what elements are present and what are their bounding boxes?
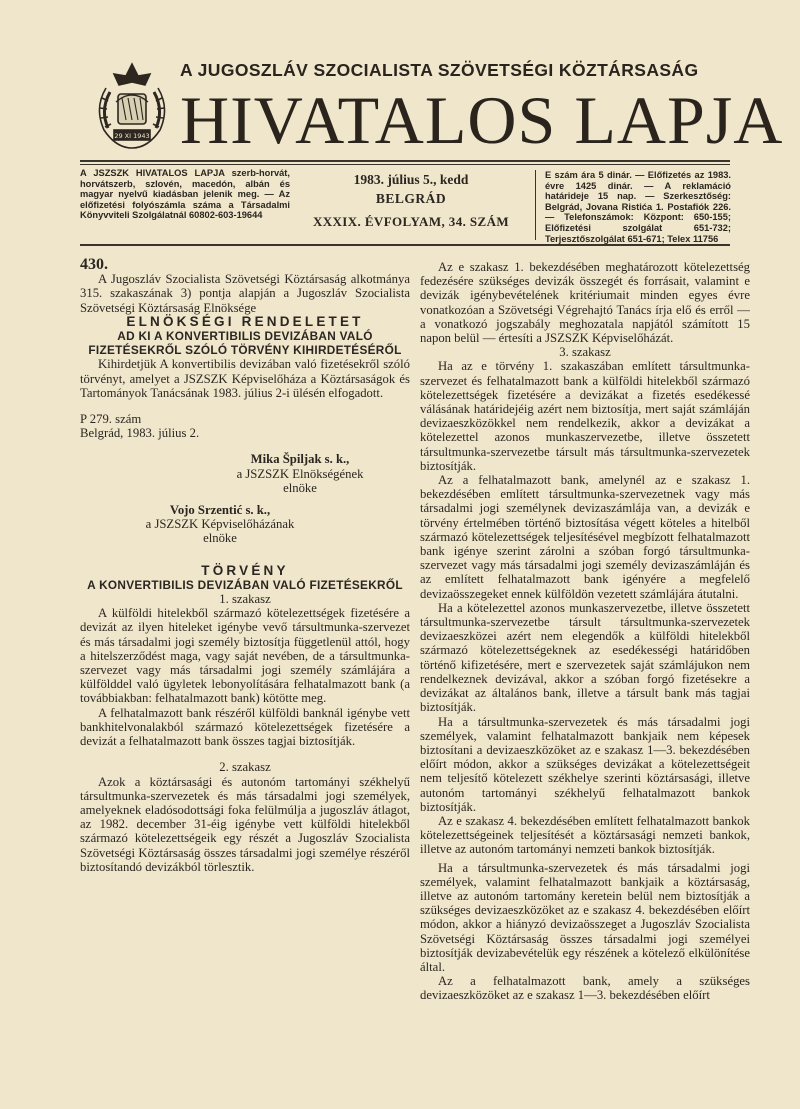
signature-block-1	[190, 452, 410, 495]
section-3-title: 3. szakasz	[559, 345, 611, 360]
intro-paragraph: A Jugoszláv Szocialista Szövetségi Köztársaság alkotmánya 315. szakaszának 3) pontja alapján a Jugoszláv Szocialista Szövetségi Köztársaság Elnöksége	[80, 272, 410, 315]
section-1-paragraph-2: A felhatalmazott bank részéről külföldi banknál igénybe vett bankhitelvonalakból származó kötelezettségek fizetésére a devizát a felhatalmazott bank összes tagjai biztosítják.	[80, 705, 410, 749]
reference-number: P 279. szám	[80, 412, 142, 427]
signatory-1-name: Mika Špiljak s. k.,	[250, 452, 350, 467]
section-2-paragraph-1: Azok a köztársasági és autonóm tartományi székhelyű társultmunka-szervezetek és más társadalmi jogi személyek, amelyeknek eladósodottsági foka felülmúlja a jugoszláv átlagot, az 1982. december 31-éig igénybe vett külföldi hitelekből származó kötelezettségeik egy részét a Jugoszláv Szocialista Szövetségi Köztársaság összes társadalmi jogi személye részéről biztosítandó devizákból törlesztik.	[80, 774, 410, 874]
proclamation-paragraph: Kihirdetjük A konvertibilis devizában való fizetésekről szóló törvényt, amelyet a JSZSZK Képviselőháza a Köztársaságok és Tartományok Tanácsának 1983. július 2-i ülésén elfogadott.	[80, 357, 410, 400]
signature-block-2	[120, 503, 320, 546]
section-3-paragraph-2: Az a felhatalmazott bank, amelynél az e szakasz 1. bekezdésében említett társultmunka-szervezetnek vagy más társadalmi jogi személynek devizaszámlája van, a devizák e törvény értelmében történő biztosítása végett köteles a hitelből származó kötelezettségek teljesítésével megbízott felhatalmazott bank igénye szerint zárolni a szóban forgó társultmunka-szervezet vagy más társadalmi jogi személy devizaszámláján és az említett felhatalmazott bank igényére a megfelelő devizaösszegeket ennek külföldön vezetett számlájára átutalni.	[420, 473, 750, 601]
emblem-date: 29 XI 1943	[114, 132, 150, 140]
signatory-2-name: Vojo Srzentić s. k.,	[169, 503, 271, 518]
section-2-title: 2. szakasz	[219, 760, 271, 775]
section-1-title: 1. szakasz	[219, 592, 271, 607]
section-3-paragraph-6: Ha a társultmunka-szervezetek és más társadalmi jogi személyek, valamint felhatalmazott bankjaik a köztársaság, illetve az autonóm tartomány keretein belül nem biztosítják a szükséges devizaeszközöket az e szakasz 4. bekezdésében előírt módon, akkor a hiányzó devizaösszeget a Jugoszláv Szocialista Szövetségi Köztársaság összes társadalmi jogi személyei biztosítják devizabevételük egy részének a kötelező elkülönítése által.	[420, 860, 750, 974]
signatory-2-title: elnöke	[203, 531, 237, 546]
reference-place-date: Belgrád, 1983. július 2.	[80, 426, 200, 441]
section-3-paragraph-1: Ha az e törvény 1. szakaszában említett társultmunka-szervezet és felhatalmazott bank a külföldi hitelekből származó kötelezettségek fizetésére a devizákat a fizetés esedékessé válásának határidejéig azért nem biztosítja, mert saját számláján devizaeszközökkel nem rendelkezik, akkor a devizákat a kötelezettel azonos munkaszervezetbe, illetve összetett társultmunka-szervezetbe társult más társultmunka-szervezetek biztosítják.	[420, 359, 750, 473]
header-bottom-rule	[80, 244, 730, 246]
section-3-paragraph-3: Ha a kötelezettel azonos munkaszervezetbe, illetve összetett társultmunka-szervezetbe társult társultmunka-szervezetek devizaeszközei azért nem elegendők a külföldi hitelekből származó kötelezettségeknek az esedékességi határidőben történő kifizetésére, mert e szervezetek saját számlájukon nem rendelkeznek devizával, akkor a szóban forgó fizetésekre a devizákat az általános bank, illetve a társult bank más tagjai biztosítják.	[420, 600, 750, 715]
masthead-rule	[80, 160, 730, 162]
signatory-1-title: elnöke	[283, 480, 317, 495]
decree-subject: AD KI A KONVERTIBILIS DEVIZÁBAN VALÓ FIZETÉSEKRŐL SZÓLÓ TÖRVÉNY KIHIRDETÉSÉRŐL	[88, 329, 402, 358]
section-3-paragraph-5: Az e szakasz 4. bekezdésében említett felhatalmazott bankok kötelezettségeinek teljesítését a köztársasági nemzeti bankok, illetve az autonóm tartományi nemzeti bankok biztosítják.	[420, 813, 750, 857]
issue-volume: XXXIX. ÉVFOLYAM, 34. SZÁM	[312, 214, 510, 229]
section-2-paragraph-2: Az e szakasz 1. bekezdésében meghatározott kötelezettség fedezésére szükséges devizák összegét és forrásait, valamint e devizák igénybevételének kritériumait minden egyes évre vonatkozóan a Szövetségi Végrehajtó Tanács írja elő és erről — a vonatkozó jogszabály meghozatala napjától számított 15 napon belül — értesíti a JSZSZK Képviselőházát.	[420, 260, 750, 346]
decree-heading: ELNÖKSÉGI RENDELETET	[126, 313, 364, 329]
issue-date: 1983. július 5., kedd	[353, 172, 469, 187]
law-heading: TÖRVÉNY	[201, 562, 289, 578]
issue-city: BELGRÁD	[375, 191, 447, 206]
info-divider	[535, 170, 536, 240]
state-emblem-icon	[86, 58, 178, 154]
right-column	[420, 260, 750, 1003]
signatory-1-role: a JSZSZK Elnökségének	[236, 466, 364, 481]
section-3-paragraph-4: Ha a társultmunka-szervezetek és más társadalmi jogi személyek, valamint felhatalmazott bankjaik nem képesek biztosítani a devizaeszközöket az e szakasz 1—3. bekezdésében előírt módon, akkor a szükséges devizákat a kötelezettségeit nem teljesítő kötelezett székhelye szerinti köztársasági, illetve autonóm tartományi székhelyű felhatalmazott bankok biztosítják.	[420, 714, 750, 814]
law-subject: A KONVERTIBILIS DEVIZÁBAN VALÓ FIZETÉSEKRŐL	[87, 577, 403, 592]
publication-info: A JSZSZK HIVATALOS LAPJA szerb-horvát, horvátszerb, szlovén, macedón, albán és magyar nyelvű kiadásban jelenik meg. — Az előfizetési folyószámla száma a Társadalmi Könyvviteli Szolgálatnál 60802-603-19644	[80, 168, 290, 221]
signatory-2-role: a JSZSZK Képviselőházának	[145, 517, 295, 532]
act-number: 430.	[80, 256, 108, 273]
section-1-paragraph-1: A külföldi hitelekből származó kötelezettségek fizetésére a devizát az ilyen hiteleket igénybe vevő társultmunka-szervezet és más társadalmi jogi személy biztosítja függetlenül attól, hogy a hitelszerződést maga, vagy saját nevében, de a társultmunka-szervezet vagy más társadalmi jogi személy számlájára a külfölddel való ügyletek lebonyolítására felhatalmazott bank (a továbbiakban: felhatalmazott bank) kötötte meg.	[80, 606, 410, 706]
price-info: E szám ára 5 dinár. — Előfizetés az 1983. évre 1425 dinár. — A reklamáció határideje 15 nap. — Szerkesztőség: Belgrád, Jovana Ristića 1. Postafiók 226. — Telefonszámok: Központ: 650-155; Előfizetési szolgálat 651-732; Terjesztőszolgálat 651-671; Telex 11756	[545, 170, 731, 244]
gazette-title: HIVATALOS LAPJA	[180, 82, 784, 158]
section-3-paragraph-7: Az a felhatalmazott bank, amely a szükséges devizaeszközöket az e szakasz 1—3. bekezdésében előírt	[420, 974, 750, 1003]
masthead-rule-thin	[80, 164, 730, 165]
issue-info	[296, 170, 526, 231]
left-column	[80, 258, 410, 874]
republic-name: A JUGOSZLÁV SZOCIALISTA SZÖVETSÉGI KÖZTÁRSASÁG	[180, 60, 699, 80]
